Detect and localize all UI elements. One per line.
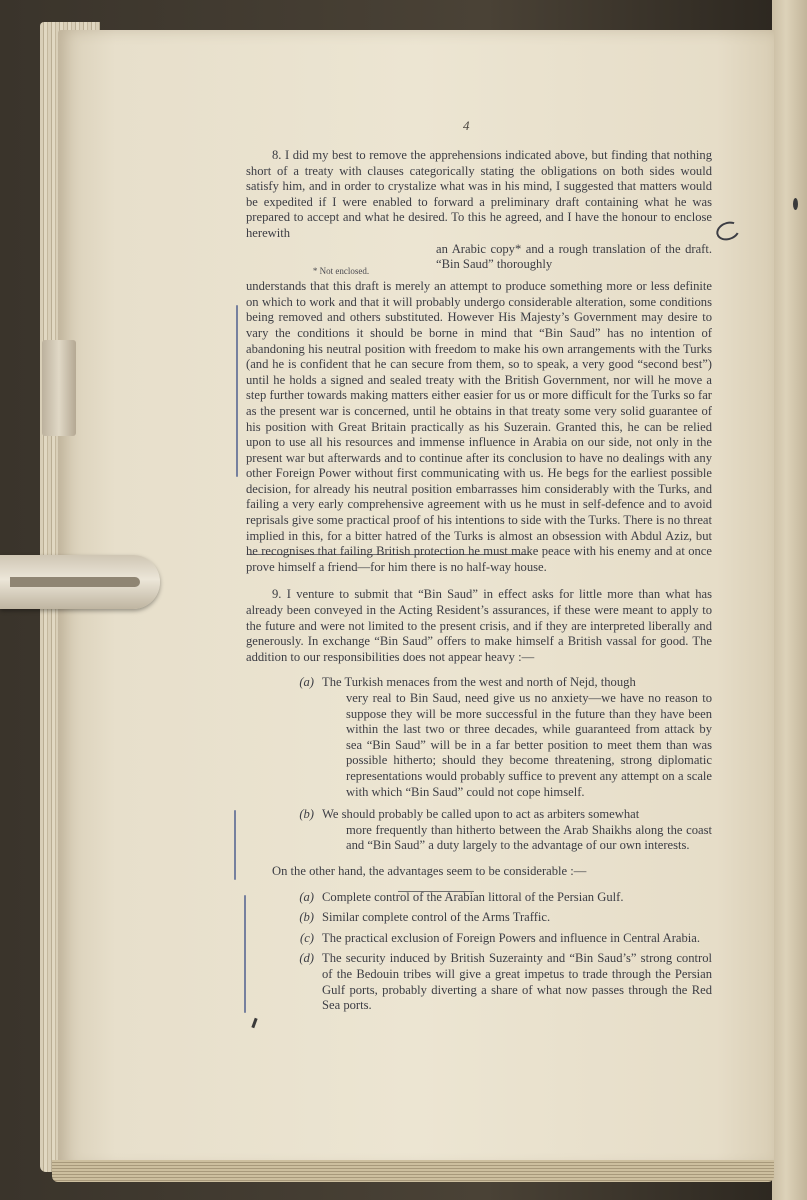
item-label: (c) <box>300 930 314 945</box>
facing-page-edge <box>772 0 807 1200</box>
paragraph-8-rest: understands that this draft is merely an attempt to produce something more or less definite on which to work and that it will probably undergo considerable alteration, some conditions being removed and others substituted. However His Majesty’s Government may desire to vary the conditions it should be borne in mind that “Bin Saud” has no intention of abandoning his neutral position with freedom to make his own arrangements with the Turks (and he is confident that he can secure from them, so to speak, a very good “second best”) until he holds a signed and sealed treaty with the British Government, nor will he move a step further towards making matters either easier for us or more difficult for the Turks so far as the present war is concerned, until he obtains in that treaty some very solid guarantee of his position with Great Britain practically as his Suzerain. Granted this, he can be relied upon to use all his resources and immense influence in Arabia on our side, not only in the present war but afterwards and to continue after its conclusion to have no dealings with any other Foreign Power without first communicating with us. He begs for the earliest possible decision, for already his neutral position embarrasses him considerably with the Turks, and failing a very early comprehensive agreement with us he must in self-defence and to avoid reprisals give some practical proof of his intentions to side with the Turks. There is no threat implied in this, for a bitter hatred of the Turks is almost an obsession with Abdul Aziz, but he recognises that failing British protection he must make peace with his enemy and at once prove himself a friend—for him there is no half-way house. <box>246 279 712 574</box>
paper-clip-fastener <box>0 555 160 609</box>
item-label: (d) <box>299 951 314 966</box>
list-item <box>246 931 712 947</box>
list-item <box>246 807 712 854</box>
item-text <box>322 807 712 854</box>
paragraph-8-lead: 8. I did my best to remove the apprehensions indicated above, but finding that nothing short of a treaty with clauses categorically stating the obligations on both sides would satisfy him, and in order to crystalize what was in his mind, I suggested that matters would be expedited if I were enabled to forward a preliminary draft containing what he was prepared to accept and what he desired. To this he agreed, and I have the honour to enclose herewith <box>246 148 712 240</box>
item-label: (b) <box>299 910 314 925</box>
item-first-line: The Turkish menaces from the west and north of Nejd, though <box>322 675 636 690</box>
footnote-block <box>246 242 712 280</box>
list-item <box>246 675 712 800</box>
item-first-line: We should probably be called upon to act as arbiters somewhat <box>322 807 640 822</box>
margin-pencil-line-1 <box>236 305 238 477</box>
document-body <box>246 148 712 1019</box>
item-label: (a) <box>299 675 314 690</box>
item-continuation: more frequently than hitherto between the Arab Shaikhs along the coast and “Bin Saud” a duty largely to the advantage of our own interests. <box>346 822 712 853</box>
responsibilities-list <box>246 675 712 854</box>
margin-ink-dot <box>793 198 798 210</box>
list-item <box>246 951 712 1013</box>
item-label: (a) <box>299 889 314 904</box>
page-number: 4 <box>463 118 470 133</box>
item-text: Similar complete control of the Arms Traffic. <box>322 910 551 925</box>
list-item <box>246 910 712 926</box>
item-text: The practical exclusion of Foreign Powers and influence in Central Arabia. <box>322 930 701 945</box>
bottom-page-edges <box>52 1160 774 1182</box>
margin-pencil-line-2 <box>234 810 236 880</box>
footnote-text: an Arabic copy* and a rough translation of the draft. “Bin Saud” thoroughly <box>436 241 712 272</box>
item-text <box>322 675 712 800</box>
item-text: Complete control of the Arabian littoral of the Persian Gulf. <box>322 889 624 904</box>
binding-tab <box>42 340 76 436</box>
item-text: The security induced by British Suzerainty and “Bin Saud’s” strong control of the Bedouin tribes will give a great impetus to trade through the Persian Gulf ports, probably diverting a share of what now passes through the Red Sea ports. <box>322 951 712 1013</box>
item-continuation: very real to Bin Saud, need give us no anxiety—we have no reason to suppose they will be more successful in the future than they have been within the last two or three decades, while guaranteed from attack by sea “Bin Saud” will be in a far better position to meet them than was possible hitherto; should they become threatening, strong diplomatic representations would probably suffice to prevent any attempt on a scale with which “Bin Saud” could not cope himself. <box>346 691 712 799</box>
item-label: (b) <box>299 807 314 822</box>
paragraph-9-lead: 9. I venture to submit that “Bin Saud” in effect asks for little more than what has already been conveyed in the Acting Resident’s assurances, if these were meant to apply to the future and were not limited to the present crisis, and if they are interpreted liberally and generously. In exchange “Bin Saud” offers to make himself a British vassal for good. The addition to our responsibilities does not appear heavy :— <box>246 587 712 664</box>
footnote-mark: * Not enclosed. <box>312 265 370 276</box>
advantages-intro: On the other hand, the advantages seem to be considerable :— <box>272 863 587 878</box>
advantages-list <box>246 890 712 1014</box>
list-item <box>246 890 712 906</box>
